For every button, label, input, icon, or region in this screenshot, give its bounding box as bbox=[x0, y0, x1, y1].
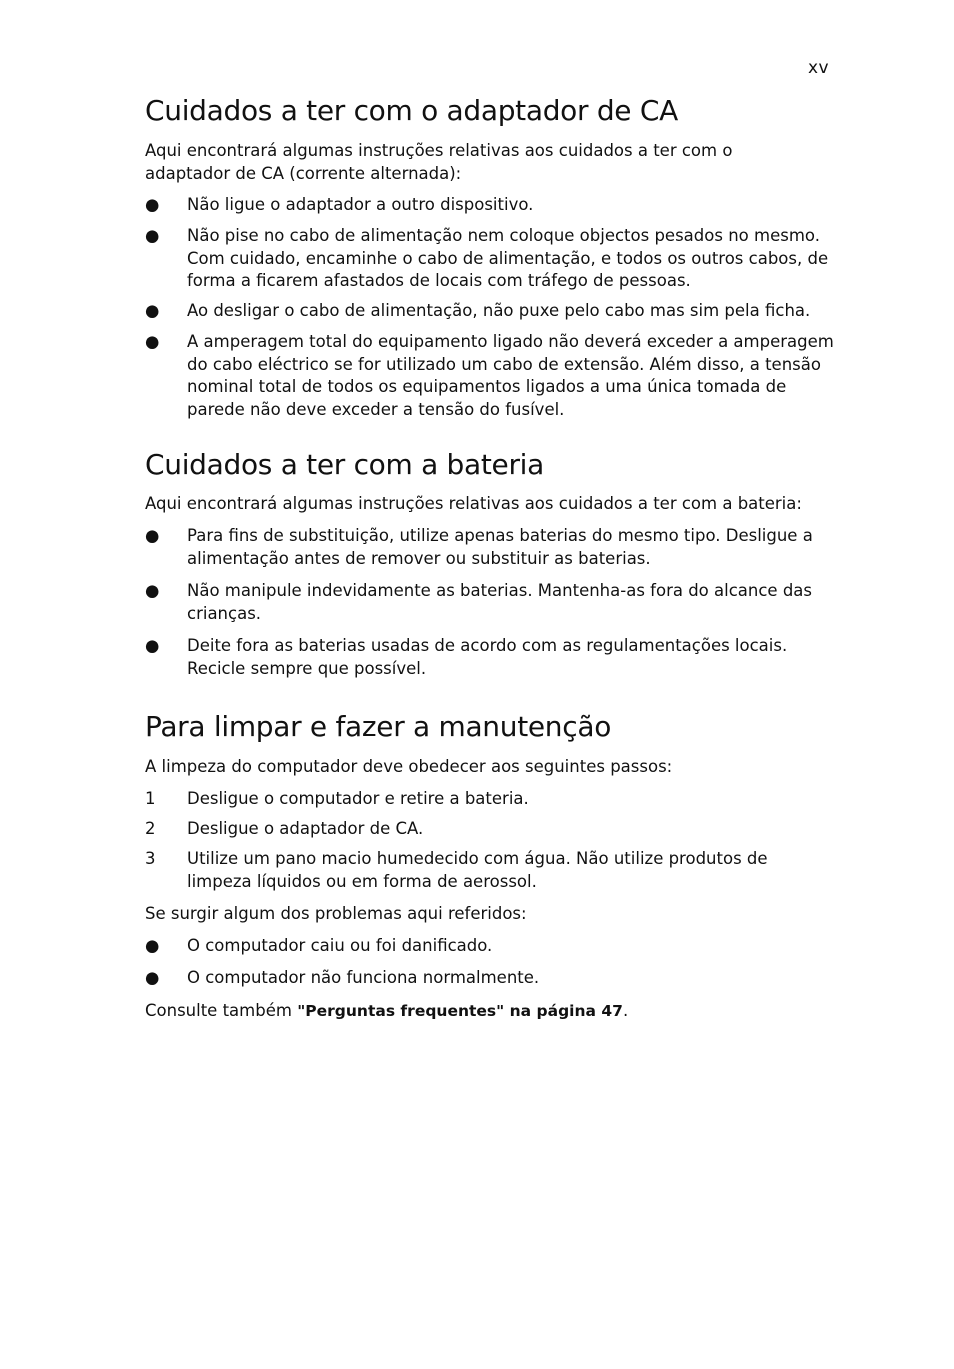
list-item: ● Ao desligar o cabo de alimentação, não puxe pelo cabo mas sim pela ficha. bbox=[145, 300, 835, 323]
bullet-icon: ● bbox=[145, 636, 160, 655]
bullet-icon: ● bbox=[145, 301, 160, 320]
section-heading-adapter: Cuidados a ter com o adaptador de CA bbox=[145, 94, 678, 127]
section-intro-battery: Aqui encontrará algumas instruções relativas aos cuidados a ter com a bateria: bbox=[145, 494, 802, 513]
adapter-care-list-3 bbox=[145, 300, 835, 323]
bullet-icon: ● bbox=[145, 936, 160, 955]
cleaning-steps-2 bbox=[145, 818, 835, 841]
list-item: ● O computador não funciona normalmente. bbox=[145, 967, 835, 990]
list-item: ● Deite fora as baterias usadas de acordo com as regulamentações locais. Recicle sempre que possível. bbox=[145, 636, 788, 678]
problems-list bbox=[145, 935, 835, 958]
battery-care-list bbox=[145, 525, 835, 570]
list-item: ● Não manipule indevidamente as baterias. Mantenha-as fora do alcance das crianças. bbox=[145, 581, 813, 623]
page-number: xv bbox=[808, 58, 830, 78]
problems-list-2 bbox=[145, 967, 835, 990]
cleaning-steps-3 bbox=[145, 848, 835, 893]
battery-care-list-2 bbox=[145, 580, 835, 625]
faq-page-link[interactable]: "Perguntas frequentes" na página 47 bbox=[297, 1002, 623, 1020]
bullet-icon: ● bbox=[145, 195, 160, 214]
adapter-care-list-2 bbox=[145, 225, 835, 293]
section-intro-cleaning: A limpeza do computador deve obedecer aos seguintes passos: bbox=[145, 757, 673, 776]
problems-intro: Se surgir algum dos problemas aqui referidos: bbox=[145, 904, 527, 923]
battery-care-list-3 bbox=[145, 635, 835, 680]
section-heading-cleaning: Para limpar e fazer a manutenção bbox=[145, 710, 612, 743]
list-item: ● Não pise no cabo de alimentação nem coloque objectos pesados no mesmo. Com cuidado, encaminhe o cabo de alimentação, e todos os outros cabos, de forma a ficarem afastados de locais com tráfego de pessoas. bbox=[145, 226, 829, 290]
list-item: 2 Desligue o adaptador de CA. bbox=[145, 819, 424, 838]
bullet-icon: ● bbox=[145, 581, 160, 600]
section-intro-adapter: Aqui encontrará algumas instruções relativas aos cuidados a ter com o adaptador de CA (corrente alternada): bbox=[145, 141, 733, 183]
list-item: ● Para fins de substituição, utilize apenas baterias do mesmo tipo. Desligue a alimentação antes de remover ou substituir as baterias. bbox=[145, 526, 813, 568]
list-item: ● O computador caiu ou foi danificado. bbox=[145, 935, 835, 958]
bullet-icon: ● bbox=[145, 332, 160, 351]
list-item: 3 Utilize um pano macio humedecido com água. Não utilize produtos de limpeza líquidos ou em forma de aerossol. bbox=[145, 849, 768, 891]
bullet-icon: ● bbox=[145, 968, 160, 987]
section-heading-battery: Cuidados a ter com a bateria bbox=[145, 448, 545, 481]
adapter-care-list bbox=[145, 194, 835, 217]
bullet-icon: ● bbox=[145, 526, 160, 545]
list-item: 1 Desligue o computador e retire a bateria. bbox=[145, 789, 529, 808]
see-also: Consulte também "Perguntas frequentes" na página 47. bbox=[145, 1001, 629, 1020]
cleaning-steps bbox=[145, 788, 835, 811]
bullet-icon: ● bbox=[145, 226, 160, 245]
list-item: ● Não ligue o adaptador a outro dispositivo. bbox=[145, 194, 835, 217]
adapter-care-list-4 bbox=[145, 331, 835, 421]
list-item: ● A amperagem total do equipamento ligado não deverá exceder a amperagem do cabo eléctrico se for utilizado um cabo de extensão. Além disso, a tensão nominal total de todos os equipamentos ligados a uma única tomada de parede não deve exceder a tensão do fusível. bbox=[145, 332, 834, 419]
